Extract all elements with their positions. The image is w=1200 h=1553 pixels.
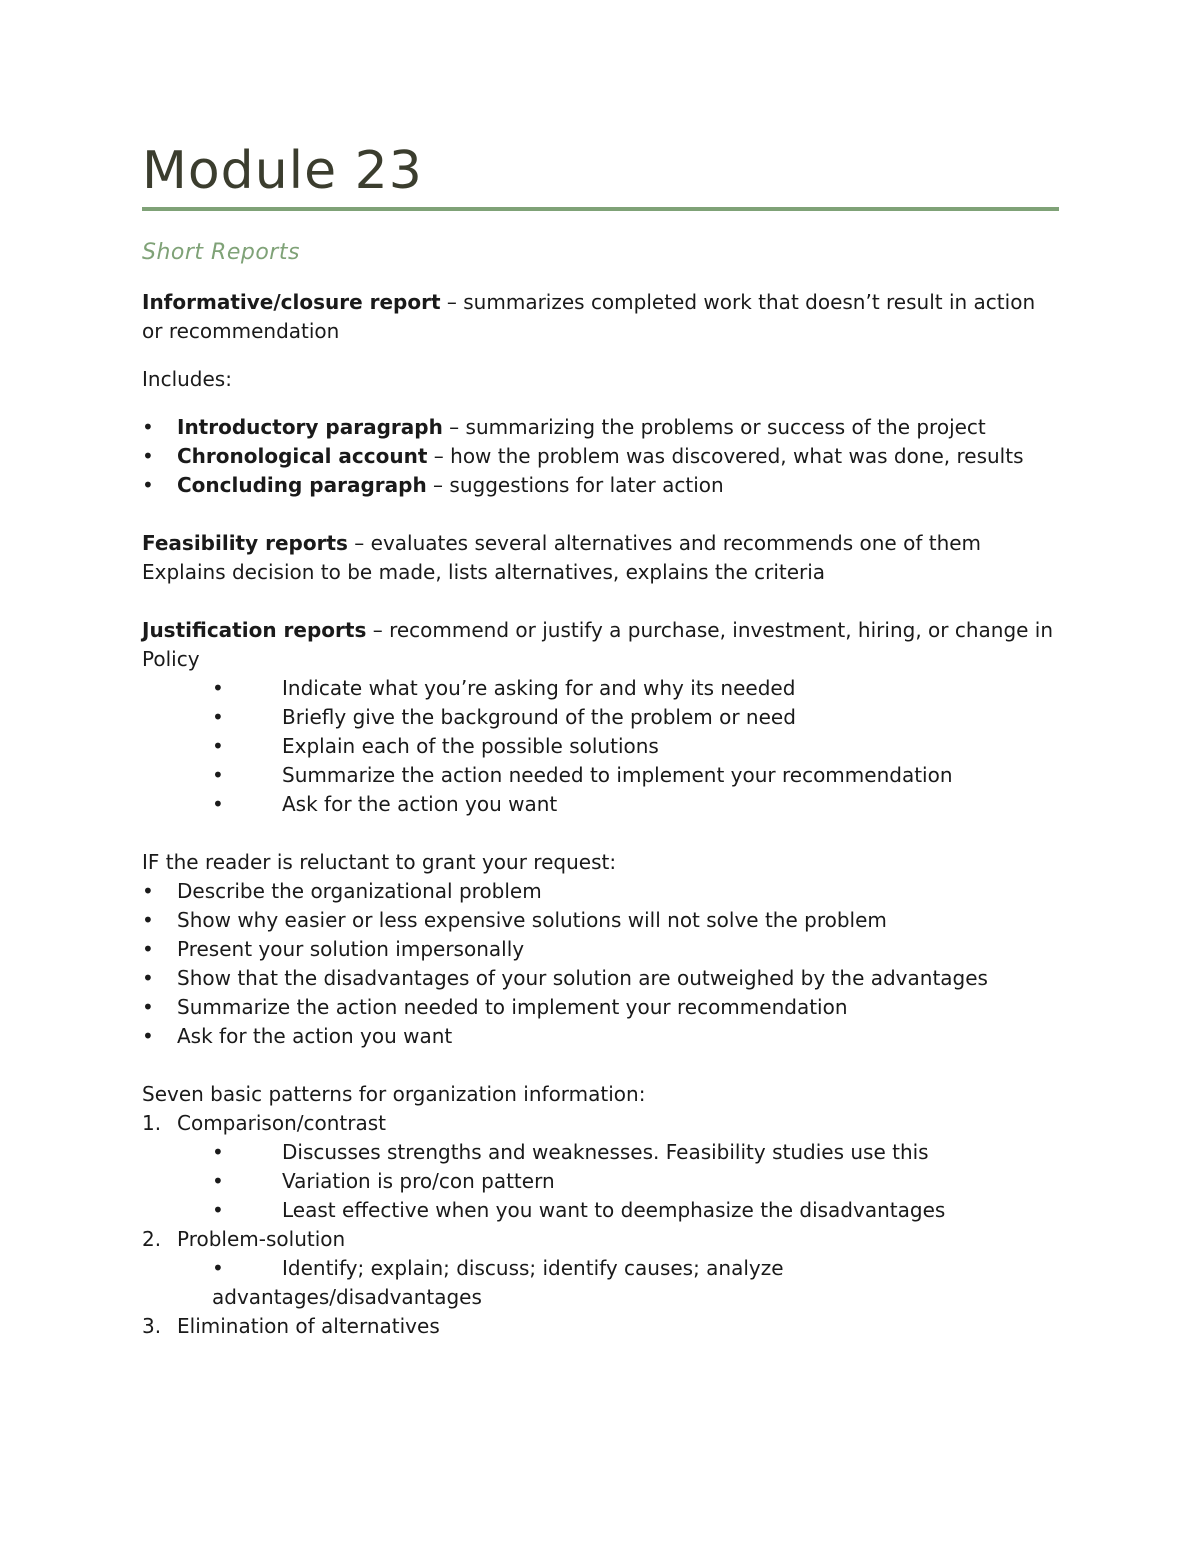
- list-item: • Ask for the action you want: [142, 1022, 1060, 1051]
- patterns-heading: Seven basic patterns for organization information:: [142, 1082, 646, 1106]
- feasibility-term: Feasibility reports: [142, 531, 348, 555]
- bullet-icon: •: [142, 444, 154, 468]
- page-title: Module 23: [142, 141, 423, 201]
- list-item: • Discusses strengths and weaknesses. Feasibility studies use this: [142, 1138, 1060, 1167]
- list-item: • Show why easier or less expensive solutions will not solve the problem: [142, 906, 1060, 935]
- informative-definition: [142, 288, 1060, 346]
- reluctant-heading: IF the reader is reluctant to grant your request:: [142, 850, 617, 874]
- bullet-icon: •: [142, 879, 154, 903]
- item-number: 2.: [142, 1227, 162, 1251]
- bullet-icon: •: [212, 1169, 224, 1193]
- list-item: • Briefly give the background of the problem or need: [142, 703, 1060, 732]
- item-number: 1.: [142, 1111, 162, 1135]
- list-item: • Least effective when you want to deemphasize the disadvantages: [142, 1196, 1060, 1225]
- justification-term: Justification reports: [142, 618, 367, 642]
- numbered-item: 3. Elimination of alternatives: [142, 1312, 1060, 1341]
- list-item: • Variation is pro/con pattern: [142, 1167, 1060, 1196]
- bullet-icon: •: [142, 415, 154, 439]
- document-body: [142, 288, 1060, 1341]
- item-text: – how the problem was discovered, what was done, results: [427, 444, 1024, 468]
- bullet-icon: •: [142, 1024, 154, 1048]
- list-item: • Show that the disadvantages of your solution are outweighed by the advantages: [142, 964, 1060, 993]
- bullet-icon: •: [212, 1256, 224, 1280]
- list-item: [142, 471, 1060, 500]
- list-item: • Identify; explain; discuss; identify causes; analyze: [142, 1254, 1060, 1283]
- list-item: • Explain each of the possible solutions: [142, 732, 1060, 761]
- bullet-icon: •: [212, 763, 224, 787]
- feasibility-detail: Explains decision to be made, lists alternatives, explains the criteria: [142, 560, 826, 584]
- numbered-item: 2. Problem-solution: [142, 1225, 1060, 1254]
- list-item: [142, 442, 1060, 471]
- bullet-icon: •: [212, 792, 224, 816]
- list-item: • Summarize the action needed to implement your recommendation: [142, 761, 1060, 790]
- item-term: Concluding paragraph: [177, 473, 427, 497]
- justification-definition: [142, 616, 1060, 645]
- list-item: [142, 413, 1060, 442]
- bullet-icon: •: [212, 676, 224, 700]
- includes-label: Includes:: [142, 367, 232, 391]
- bullet-icon: •: [142, 995, 154, 1019]
- bullet-icon: •: [212, 1140, 224, 1164]
- bullet-icon: •: [142, 473, 154, 497]
- feasibility-definition-text: – evaluates several alternatives and recommends one of them: [347, 531, 982, 555]
- item-term: Introductory paragraph: [177, 415, 443, 439]
- item-text: – summarizing the problems or success of the project: [442, 415, 986, 439]
- bullet-icon: •: [142, 937, 154, 961]
- list-item: • Summarize the action needed to implement your recommendation: [142, 993, 1060, 1022]
- bullet-icon: •: [212, 734, 224, 758]
- section-subtitle: Short Reports: [142, 240, 300, 265]
- numbered-item: 1. Comparison/contrast: [142, 1109, 1060, 1138]
- bullet-icon: •: [212, 1198, 224, 1222]
- item-term: Chronological account: [177, 444, 428, 468]
- bullet-icon: •: [212, 705, 224, 729]
- list-item: • Present your solution impersonally: [142, 935, 1060, 964]
- informative-term: Informative/closure report: [142, 290, 441, 314]
- list-item: • Describe the organizational problem: [142, 877, 1060, 906]
- item-text: – suggestions for later action: [426, 473, 724, 497]
- list-item: • Ask for the action you want: [142, 790, 1060, 819]
- justification-definition-text: – recommend or justify a purchase, investment, hiring, or change in: [366, 618, 1054, 642]
- title-rule: [142, 207, 1059, 211]
- justification-policy: Policy: [142, 647, 200, 671]
- informative-definition-text: – summarizes completed work that doesn’t result in action or recommendation: [142, 290, 1036, 343]
- item-number: 3.: [142, 1314, 162, 1338]
- list-item: • Indicate what you’re asking for and why its needed: [142, 674, 1060, 703]
- bullet-icon: •: [142, 908, 154, 932]
- feasibility-definition: [142, 529, 1060, 558]
- bullet-icon: •: [142, 966, 154, 990]
- list-item-continuation: advantages/disadvantages: [212, 1285, 482, 1309]
